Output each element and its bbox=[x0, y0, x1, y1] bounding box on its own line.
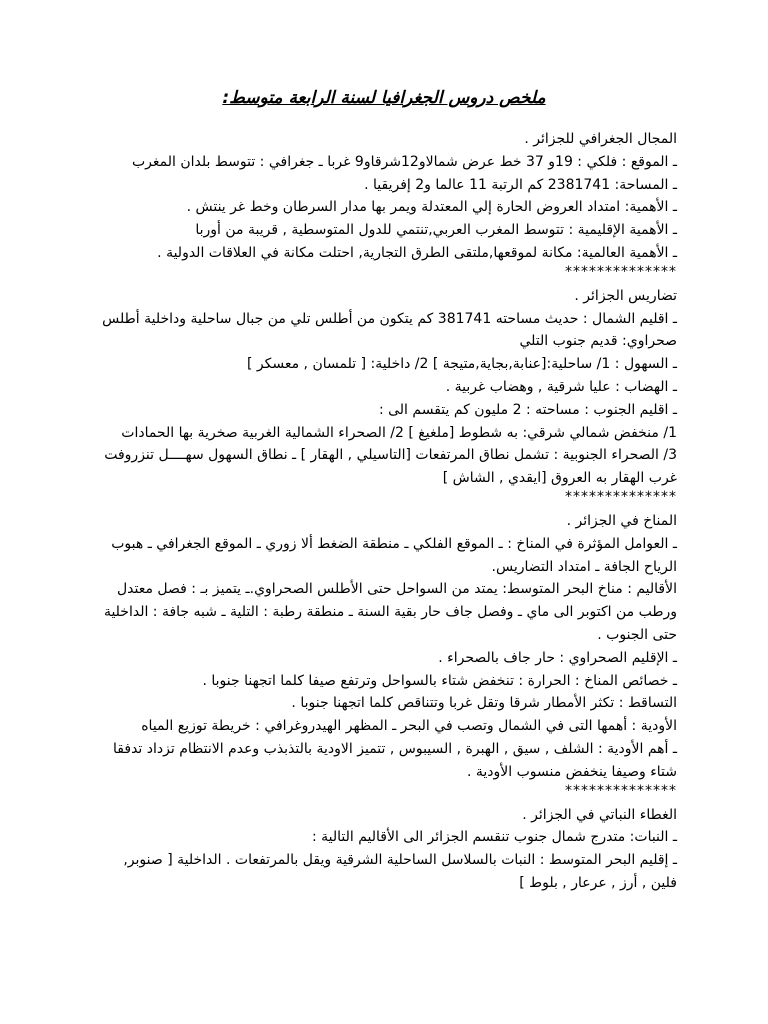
document-title: ملخص دروس الجغرافيا لسنة الرابعة متوسط: bbox=[222, 88, 546, 108]
text-line: الأقاليم : مناخ البحر المتوسط: يمتد من السواحل حتى الأطلس الصحراوي.ـ يتميز بـ : فصل معتدل ورطب من اكتوبر الى ماي ـ وفصل جاف حار بقية السنة ـ منطقة رطبة : التلية ـ شبه جافة : الداخلية حتى الجنوب . bbox=[103, 581, 677, 643]
text-line: ـ اقليم الشمال : حديث مساحته 381741 كم يتكون من أطلس تلي من جبال ساحلية وداخلية أطلس صحراوي: قديم جنوب التلي bbox=[102, 310, 677, 350]
text-line: ـ الأهمية العالمية: مكانة لموقعها,ملتقى الطرق التجارية, احتلت مكانة في العلاقات الدولية . bbox=[157, 244, 677, 261]
text-line: ـ الإقليم الصحراوي : حار جاف بالصحراء . bbox=[438, 649, 677, 666]
text-line: ـ المساحة: 2381741 كم الرتبة 11 عالما و2 إفريقيا . bbox=[364, 176, 677, 193]
section-heading: المجال الجغرافي للجزائر . bbox=[524, 131, 677, 147]
text-line: ـ السهول : 1/ ساحلية:[عنابة,بجاية,متيجة ] 2/ داخلية: [ تلمسان , معسكر ] bbox=[247, 356, 677, 373]
separator: ************** bbox=[565, 263, 677, 280]
text-line: ـ اقليم الجنوب : مساحته : 2 مليون كم يتقسم الى : bbox=[378, 401, 677, 418]
text-line: ـ خصائص المناخ : الحرارة : تنخفض شتاء بالسواحل وترتفع صيفا كلما اتجهنا جنوبا . bbox=[202, 672, 677, 689]
text-line: ـ الموقع : فلكي : 19و 37 خط عرض شمالاو12شرقاو9 غربا ـ جغرافي : تتوسط بلدان المغرب bbox=[132, 153, 677, 170]
separator: ************** bbox=[565, 782, 677, 799]
text-line: ـ العوامل المؤثرة في المناخ : ـ الموقع الفلكي ـ منطقة الضغط ألا زوري ـ الموقع الجغرافي ـ هبوب الرياح الجافة ـ امتداد التضاريس. bbox=[111, 535, 677, 575]
separator: ************** bbox=[565, 488, 677, 505]
section-relief bbox=[95, 285, 677, 490]
text-line: التساقط : تكثر الأمطار شرقا وتقل غربا وتتناقص كلما اتجهنا جنوبا . bbox=[291, 695, 677, 712]
text-line: فلين , أرز , عرعار , بلوط ] bbox=[519, 874, 677, 891]
section-heading: الغطاء النباتي في الجزائر . bbox=[522, 806, 677, 823]
text-line: ـ أهم الأودية : الشلف , سيق , الهبرة , السيبوس , تتميز الاودية بالتذبذب وعدم الانتظام تزداد تدفقا شتاء وصيفا ينخفض منسوب الأودية . bbox=[113, 740, 677, 780]
section-vegetation bbox=[95, 804, 677, 895]
section-climate bbox=[95, 510, 677, 784]
section-heading: المناخ في الجزائر . bbox=[566, 512, 677, 529]
text-line: ـ إقليم البحر المتوسط : النبات بالسلاسل الساحلية الشرقية ويقل بالمرتفعات . الداخلية [ صنوبر, bbox=[123, 852, 677, 869]
text-line: ـ الهضاب : عليا شرقية , وهضاب غربية . bbox=[445, 378, 677, 395]
section-heading: تضاريس الجزائر . bbox=[574, 287, 677, 304]
section-geographic-domain bbox=[95, 128, 677, 265]
text-line: 3/ الصحراء الجنوبية : تشمل نطاق المرتفعات [التاسيلي , الهقار ] ـ نطاق السهول سهــــل تنزروفت غرب الهقار به العروق [ايقدي , الشاش ] bbox=[104, 447, 677, 487]
text-line: الأودية : أهمها التى في الشمال وتصب في البحر ـ المظهر الهيدروغرافي : خريطة توزيع المياه bbox=[141, 718, 677, 735]
document-body bbox=[95, 128, 677, 895]
text-line: ـ الأهمية: امتداد العروض الحارة إلي المعتدلة ويمر بها مدار السرطان وخط غر ينتش . bbox=[186, 199, 677, 216]
text-line: ـ النبات: متدرج شمال جنوب تنقسم الجزائر الى الأقاليم التالية : bbox=[311, 829, 677, 846]
text-line: 1/ منخفض شمالي شرقي: به شطوط [ملغيغ ] 2/ الصحراء الشمالية الغربية صخرية بها الحمادات bbox=[121, 424, 677, 441]
text-line: ـ الأهمية الإقليمية : تتوسط المغرب العربي,تنتمي للدول المتوسطية , قريبة من أوربا bbox=[195, 222, 677, 239]
